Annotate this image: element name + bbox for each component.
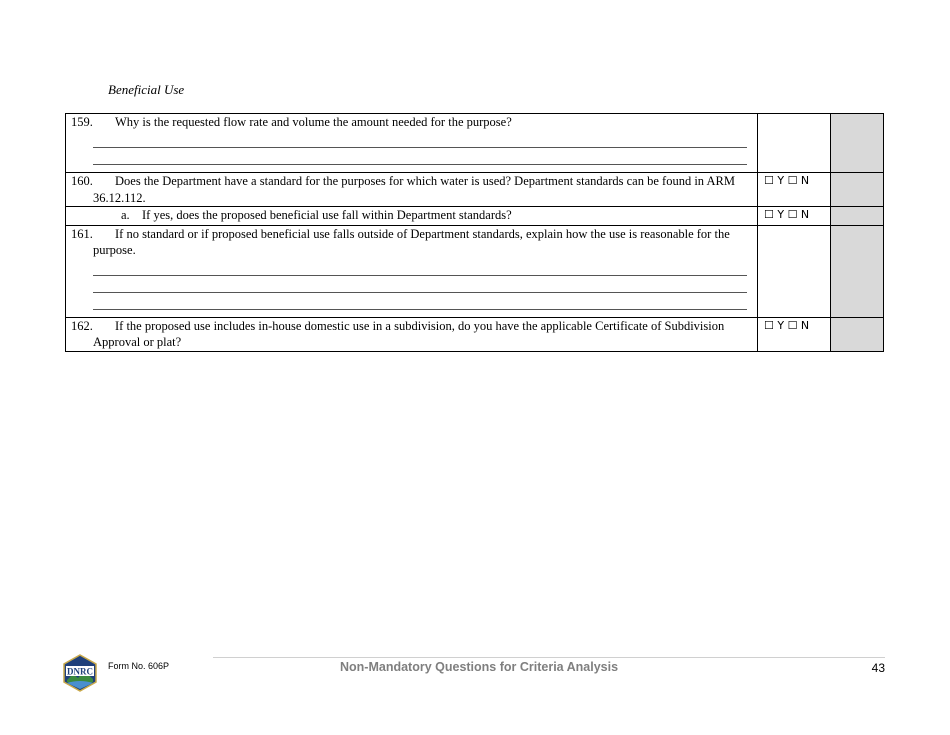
sub-question-label: a. bbox=[121, 208, 130, 222]
page-number: 43 bbox=[871, 661, 885, 675]
footer-divider bbox=[213, 657, 885, 658]
section-heading: Beneficial Use bbox=[108, 82, 185, 97]
answer-cell bbox=[758, 225, 831, 317]
answer-cell bbox=[758, 114, 831, 173]
sub-question-text: If yes, does the proposed beneficial use fall within Department standards? bbox=[142, 208, 512, 222]
question-text: If no standard or if proposed beneficial use falls outside of Department standards, explain how the use is reasonable for the purpose. bbox=[93, 226, 730, 257]
question-row-160a bbox=[66, 207, 884, 226]
yes-no-checkbox-label[interactable]: ☐ Y ☐ N bbox=[764, 208, 810, 221]
question-number: 161. bbox=[71, 226, 93, 241]
footer-title: Non-Mandatory Questions for Criteria Analysis bbox=[340, 660, 619, 674]
question-number: 159. bbox=[71, 115, 93, 129]
yes-no-checkbox-label[interactable]: ☐ Y ☐ N bbox=[764, 318, 810, 332]
yes-no-checkbox-label[interactable]: ☐ Y ☐ N bbox=[764, 174, 810, 187]
yes-no-checkbox[interactable] bbox=[758, 207, 831, 226]
question-text: If the proposed use includes in-house domestic use in a subdivision, do you have the applicable Certificate of Subdivision Approval or plat? bbox=[93, 318, 725, 349]
office-use-cell bbox=[831, 317, 884, 351]
question-cell-159 bbox=[66, 114, 758, 173]
question-cell-161 bbox=[66, 225, 758, 317]
question-text: Does the Department have a standard for the purposes for which water is used? Department standards can be found in ARM 36.12.112. bbox=[93, 174, 735, 205]
form-number: Form No. 606P bbox=[108, 661, 170, 671]
question-cell-162 bbox=[66, 317, 758, 351]
yes-no-checkbox[interactable] bbox=[758, 317, 831, 351]
questions-table bbox=[65, 113, 884, 352]
yes-no-checkbox[interactable] bbox=[758, 173, 831, 207]
office-use-cell bbox=[831, 225, 884, 317]
office-use-cell bbox=[831, 207, 884, 226]
question-text: Why is the requested flow rate and volume the amount needed for the purpose? bbox=[115, 115, 512, 129]
answer-line[interactable] bbox=[93, 148, 747, 165]
answer-line[interactable] bbox=[93, 131, 747, 148]
logo-text: DNRC bbox=[67, 666, 93, 677]
question-row-161 bbox=[66, 225, 884, 317]
question-row-160 bbox=[66, 173, 884, 207]
answer-line[interactable] bbox=[93, 259, 747, 276]
question-cell-160 bbox=[66, 173, 758, 207]
question-row-159 bbox=[66, 114, 884, 173]
dnrc-logo-icon bbox=[61, 654, 99, 692]
question-row-162 bbox=[66, 317, 884, 351]
answer-line[interactable] bbox=[93, 293, 747, 310]
answer-line[interactable] bbox=[93, 276, 747, 293]
question-cell-160a bbox=[66, 207, 758, 226]
question-number: 162. bbox=[71, 318, 93, 333]
office-use-cell bbox=[831, 114, 884, 173]
office-use-cell bbox=[831, 173, 884, 207]
question-number: 160. bbox=[71, 174, 93, 188]
